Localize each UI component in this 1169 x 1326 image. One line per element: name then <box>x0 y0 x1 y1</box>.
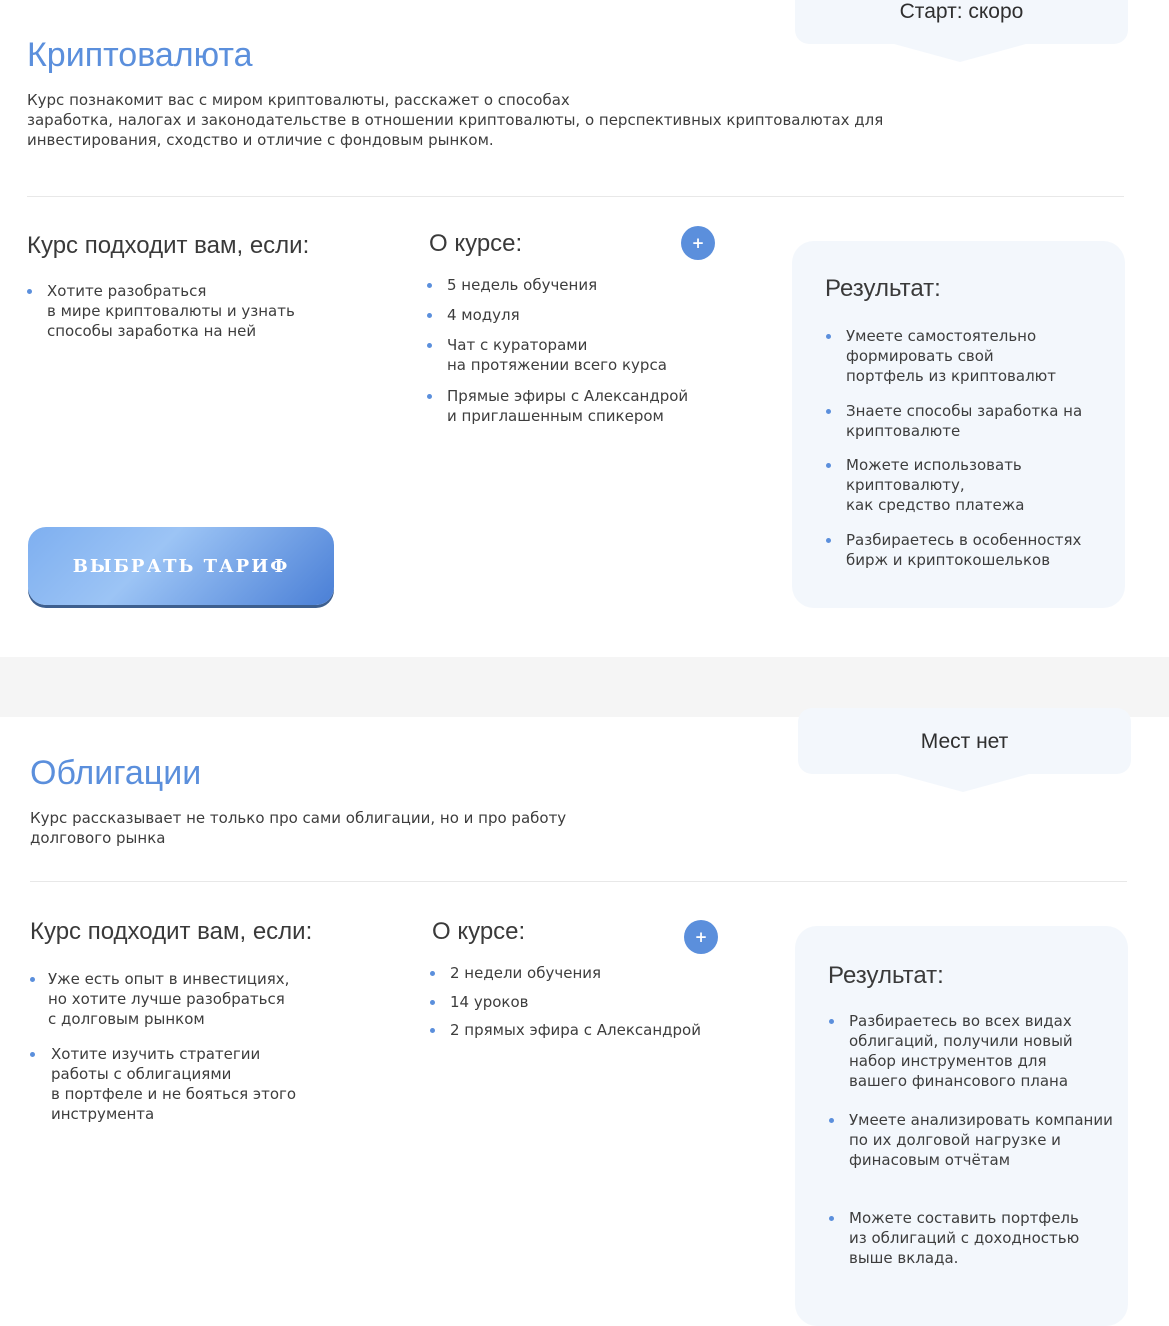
course-title: Облигации <box>30 754 202 792</box>
start-badge <box>795 0 1128 44</box>
list-item: Разбираетесь в особенностях бирж и криптокошельков <box>826 530 1116 570</box>
divider <box>27 196 1124 197</box>
about-heading: О курсе: <box>432 918 526 945</box>
result-heading: Результат: <box>825 275 941 302</box>
expand-button[interactable] <box>684 920 718 954</box>
result-list <box>829 1011 1121 1268</box>
start-badge-text: Старт: скоро <box>899 0 1024 23</box>
availability-badge <box>798 708 1131 774</box>
availability-badge-arrow <box>897 774 1029 792</box>
list-item: Чат с кураторами на протяжении всего курса <box>427 335 747 375</box>
list-item: 2 недели обучения <box>430 963 750 983</box>
list-item: 5 недель обучения <box>427 275 747 295</box>
list-item: Умеете самостоятельно формировать свой портфель из криптовалют <box>826 326 1116 386</box>
divider <box>30 881 1127 882</box>
fit-heading: Курс подходит вам, если: <box>27 232 310 259</box>
list-item: Хотите изучить стратегии работы с облигациями в портфеле и не бояться этого инструмента <box>30 1044 370 1124</box>
start-badge-arrow <box>894 44 1026 62</box>
list-item: 14 уроков <box>430 992 750 1012</box>
course-description: Курс познакомит вас с миром криптовалюты, расскажет о способах заработка, налогах и законодательстве в отношении криптовалюты, о перспективных криптовалютах для инвестирования, сходство и отличие с фондовым рынком. <box>27 91 884 149</box>
list-item: Умеете анализировать компании по их долговой нагрузке и финасовым отчётам <box>829 1110 1121 1170</box>
about-list <box>427 275 747 426</box>
list-item: 4 модуля <box>427 305 747 325</box>
choose-tariff-label: ВЫБРАТЬ ТАРИФ <box>72 555 290 577</box>
list-item: Разбираетесь во всех видах облигаций, получили новый набор инструментов для вашего финансового плана <box>829 1011 1121 1091</box>
list-item: 2 прямых эфира с Александрой <box>430 1020 750 1040</box>
about-heading: О курсе: <box>429 230 523 257</box>
choose-tariff-button[interactable] <box>28 527 334 605</box>
fit-heading: Курс подходит вам, если: <box>30 918 313 945</box>
availability-badge-text: Мест нет <box>920 730 1009 753</box>
plus-icon: + <box>691 234 705 252</box>
course-title: Криптовалюта <box>27 36 253 74</box>
plus-icon: + <box>694 928 708 946</box>
result-heading: Результат: <box>828 962 944 989</box>
list-item: Уже есть опыт в инвестициях, но хотите лучше разобраться с долговым рынком <box>30 969 370 1029</box>
list-item: Хотите разобраться в мире криптовалюты и узнать способы заработка на ней <box>27 281 367 341</box>
list-item: Можете использовать криптовалюту, как средство платежа <box>826 455 1116 515</box>
list-item: Прямые эфиры с Александрой и приглашенным спикером <box>427 386 747 426</box>
expand-button[interactable] <box>681 226 715 260</box>
about-list <box>430 963 750 1040</box>
course-description: Курс рассказывает не только про сами облигации, но и про работу долгового рынка <box>30 809 567 847</box>
fit-list <box>27 281 367 341</box>
result-list <box>826 326 1116 570</box>
fit-list <box>30 969 370 1124</box>
list-item: Можете составить портфель из облигаций с доходностью выше вклада. <box>829 1208 1121 1268</box>
list-item: Знаете способы заработка на криптовалюте <box>826 401 1116 441</box>
